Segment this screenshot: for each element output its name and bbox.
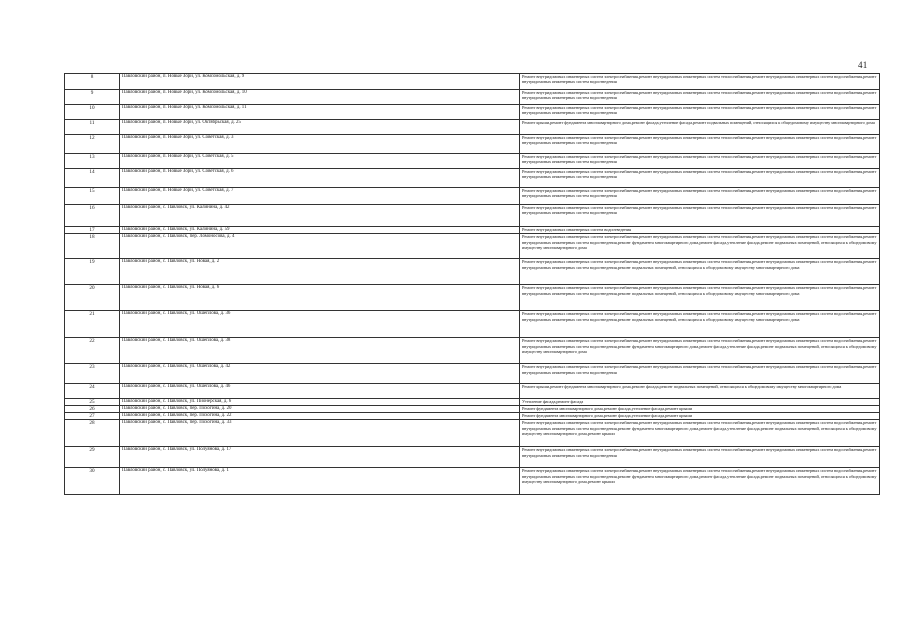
row-address: Павловский район, с. Павловск, ул. Калинина, д. 42 — [120, 205, 520, 227]
table-row — [65, 154, 880, 169]
row-address: Павловский район, с. Павловск, ул. Ошеплова, д. 46 — [120, 384, 520, 399]
page-number: 41 — [858, 60, 868, 70]
row-number: 17 — [65, 227, 120, 234]
row-address: Павловский район, с. Павловск, ул. Ошеплова, д. 42 — [120, 364, 520, 384]
row-number: 27 — [65, 413, 120, 420]
row-works: Ремонт крыши,ремонт фундамента многоквартирного дома,ремонт фасада,ремонт подвальных помещений, относящихся к общедомовому имуществу многоквартирного дома — [520, 384, 880, 399]
row-works: Ремонт внутридомовых инженерных систем электроснабжения,ремонт внутридомовых инженерных систем теплоснабжения,ремонт внутридомовых инженерных систем водоснабжения,ремонт внутридомовых инженерных систем водоотведения — [520, 169, 880, 188]
row-works: Ремонт внутридомовых инженерных систем электроснабжения,ремонт внутридомовых инженерных систем теплоснабжения,ремонт внутридомовых инженерных систем водоснабжения,ремонт внутридомовых инженерных систем водоотведения — [520, 447, 880, 468]
table-row — [65, 285, 880, 311]
row-address: Павловский район, с. Павловск, ул. Полуянова, д. 1 — [120, 468, 520, 495]
repair-works-table — [64, 73, 880, 495]
row-address: Павловский район, п. Новые Зори, ул. Советская, д. 6 — [120, 169, 520, 188]
row-works: Ремонт внутридомовых инженерных систем электроснабжения,ремонт внутридомовых инженерных систем теплоснабжения,ремонт внутридомовых инженерных систем водоснабжения,ремонт внутридомовых инженерных систем водоотведения — [520, 364, 880, 384]
row-works: Ремонт внутридомовых инженерных систем электроснабжения,ремонт внутридомовых инженерных систем теплоснабжения,ремонт внутридомовых инженерных систем водоснабжения,ремонт внутридомовых инженерных систем водоотведения — [520, 74, 880, 90]
row-number: 20 — [65, 285, 120, 311]
row-address: Павловский район, с. Павловск, пер. Похогина, д. 33 — [120, 420, 520, 447]
table-row — [65, 234, 880, 259]
row-address: Павловский район, с. Павловск, ул. Новая, д. 2 — [120, 259, 520, 285]
row-number: 28 — [65, 420, 120, 447]
row-works: Ремонт внутридомовых инженерных систем электроснабжения,ремонт внутридомовых инженерных систем теплоснабжения,ремонт внутридомовых инженерных систем водоснабжения,ремонт внутридомовых инженерных систем водоотведения,ремонт подвальных помещений, относящихся к общедомовому имуществу многоквартирного дома — [520, 259, 880, 285]
row-address: Павловский район, с. Павловск, ул. Калинина, д. 59 — [120, 227, 520, 234]
table-row — [65, 90, 880, 105]
row-address: Павловский район, п. Новые Зори, ул. Советская, д. 7 — [120, 188, 520, 205]
table-row — [65, 205, 880, 227]
table-row — [65, 135, 880, 154]
table-row — [65, 188, 880, 205]
row-number: 26 — [65, 406, 120, 413]
table-row — [65, 120, 880, 135]
table-row — [65, 420, 880, 447]
table-row — [65, 105, 880, 120]
table-row — [65, 468, 880, 495]
row-address: Павловский район, с. Павловск, пер. Ломоносова, д. 4 — [120, 234, 520, 259]
row-works: Ремонт внутридомовых инженерных систем электроснабжения,ремонт внутридомовых инженерных систем теплоснабжения,ремонт внутридомовых инженерных систем водоснабжения,ремонт внутридомовых инженерных систем водоотведения,ремонт фундамента многоквартирного дома,ремонт фасада,утепление фасада,ремонт подвальных помещений, относящихся к общедомовому имуществу многоквартирного дома,ремонт крыши — [520, 420, 880, 447]
row-address: Павловский район, с. Павловск, ул. Ошеплова, д. 38 — [120, 338, 520, 364]
row-address: Павловский район, п. Новые Зори, ул. Советская, д. 3 — [120, 135, 520, 154]
row-number: 13 — [65, 154, 120, 169]
table-row — [65, 311, 880, 338]
row-address: Павловский район, с. Павловск, пер. Похогина, д. 20 — [120, 406, 520, 413]
row-works: Ремонт внутридомовых инженерных систем электроснабжения,ремонт внутридомовых инженерных систем теплоснабжения,ремонт внутридомовых инженерных систем водоснабжения,ремонт внутридомовых инженерных систем водоотведения — [520, 188, 880, 205]
row-number: 8 — [65, 74, 120, 90]
table-row — [65, 338, 880, 364]
table-body — [65, 74, 880, 495]
table-row — [65, 384, 880, 399]
row-works: Ремонт внутридомовых инженерных систем электроснабжения,ремонт внутридомовых инженерных систем теплоснабжения,ремонт внутридомовых инженерных систем водоснабжения,ремонт внутридомовых инженерных систем водоотведения — [520, 135, 880, 154]
row-number: 25 — [65, 399, 120, 406]
row-address: Павловский район, с. Павловск, ул. Новая, д. 6 — [120, 285, 520, 311]
row-number: 24 — [65, 384, 120, 399]
row-works: Ремонт фундамента многоквартирного дома,ремонт фасада,утепление фасада,ремонт крыши — [520, 406, 880, 413]
row-address: Павловский район, п. Новые Зори, ул. Комсомольская, д. 10 — [120, 90, 520, 105]
row-address: Павловский район, п. Новые Зори, ул. Советская, д. 5 — [120, 154, 520, 169]
row-works: Ремонт внутридомовых инженерных систем электроснабжения,ремонт внутридомовых инженерных систем теплоснабжения,ремонт внутридомовых инженерных систем водоснабжения,ремонт внутридомовых инженерных систем водоотведения — [520, 205, 880, 227]
row-works: Ремонт внутридомовых инженерных систем электроснабжения,ремонт внутридомовых инженерных систем теплоснабжения,ремонт внутридомовых инженерных систем водоснабжения,ремонт внутридомовых инженерных систем водоотведения,ремонт подвальных помещений, относящихся к общедомовому имуществу многоквартирного дома — [520, 311, 880, 338]
table-row — [65, 413, 880, 420]
row-address: Павловский район, с. Павловск, ул. Пионерская, д. 6 — [120, 399, 520, 406]
row-works: Ремонт внутридомовых инженерных систем электроснабжения,ремонт внутридомовых инженерных систем теплоснабжения,ремонт внутридомовых инженерных систем водоснабжения,ремонт внутридомовых инженерных систем водоотведения,ремонт фундамента многоквартирного дома,ремонт фасада,утепление фасада,ремонт подвальных помещений, относящихся к общедомовому имуществу многоквартирного дома — [520, 338, 880, 364]
row-number: 10 — [65, 105, 120, 120]
row-works: Ремонт крыши,ремонт фундамента многоквартирного дома,ремонт фасада,утепление фасада,ремонт подвальных помещений, относящихся к общедомовому имуществу многоквартирного дома — [520, 120, 880, 135]
row-address: Павловский район, п. Новые Зори, ул. Октябрьская, д. 25 — [120, 120, 520, 135]
row-number: 11 — [65, 120, 120, 135]
row-number: 16 — [65, 205, 120, 227]
row-number: 19 — [65, 259, 120, 285]
row-number: 12 — [65, 135, 120, 154]
row-number: 23 — [65, 364, 120, 384]
row-number: 15 — [65, 188, 120, 205]
row-works: Ремонт фундамента многоквартирного дома,ремонт фасада,утепление фасада,ремонт крыши — [520, 413, 880, 420]
row-address: Павловский район, с. Павловск, ул. Ошеплова, д. 36 — [120, 311, 520, 338]
row-number: 29 — [65, 447, 120, 468]
table-row — [65, 259, 880, 285]
row-works: Ремонт внутридомовых инженерных систем электроснабжения,ремонт внутридомовых инженерных систем теплоснабжения,ремонт внутридомовых инженерных систем водоснабжения,ремонт внутридомовых инженерных систем водоотведения,ремонт подвальных помещений, относящихся к общедомовому имуществу многоквартирного дома — [520, 285, 880, 311]
row-address: Павловский район, с. Павловск, ул. Полуянова, д. 17 — [120, 447, 520, 468]
row-number: 22 — [65, 338, 120, 364]
table-row — [65, 169, 880, 188]
row-number: 21 — [65, 311, 120, 338]
row-number: 30 — [65, 468, 120, 495]
row-works: Ремонт внутридомовых инженерных систем электроснабжения,ремонт внутридомовых инженерных систем теплоснабжения,ремонт внутридомовых инженерных систем водоснабжения,ремонт внутридомовых инженерных систем водоотведения,ремонт фундамента многоквартирного дома,ремонт фасада,утепление фасада,ремонт подвальных помещений, относящихся к общедомовому имуществу многоквартирного дома,ремонт крыши — [520, 468, 880, 495]
row-address: Павловский район, п. Новые Зори, ул. Комсомольская, д. 11 — [120, 105, 520, 120]
table-row — [65, 406, 880, 413]
row-number: 14 — [65, 169, 120, 188]
row-number: 9 — [65, 90, 120, 105]
table-row — [65, 227, 880, 234]
row-works: Ремонт внутридомовых инженерных систем электроснабжения,ремонт внутридомовых инженерных систем теплоснабжения,ремонт внутридомовых инженерных систем водоснабжения,ремонт внутридомовых инженерных систем водоотведения — [520, 105, 880, 120]
row-address: Павловский район, с. Павловск, пер. Похогина, д. 22 — [120, 413, 520, 420]
row-works: Ремонт внутридомовых инженерных систем электроснабжения,ремонт внутридомовых инженерных систем теплоснабжения,ремонт внутридомовых инженерных систем водоснабжения,ремонт внутридомовых инженерных систем водоотведения — [520, 154, 880, 169]
row-works: Утепление фасада,ремонт фасада — [520, 399, 880, 406]
table-row — [65, 399, 880, 406]
table-row — [65, 364, 880, 384]
row-works: Ремонт внутридомовых инженерных систем электроснабжения,ремонт внутридомовых инженерных систем теплоснабжения,ремонт внутридомовых инженерных систем водоснабжения,ремонт внутридомовых инженерных систем водоотведения,ремонт фундамента многоквартирного дома,ремонт фасада,утепление фасада,ремонт подвальных помещений, относящихся к общедомовому имуществу многоквартирного дома — [520, 234, 880, 259]
row-address: Павловский район, п. Новые Зори, ул. Комсомольская, д. 9 — [120, 74, 520, 90]
row-works: Ремонт внутридомовых инженерных систем водоотведения — [520, 227, 880, 234]
row-number: 18 — [65, 234, 120, 259]
table-row — [65, 74, 880, 90]
row-works: Ремонт внутридомовых инженерных систем электроснабжения,ремонт внутридомовых инженерных систем теплоснабжения,ремонт внутридомовых инженерных систем водоснабжения,ремонт внутридомовых инженерных систем водоотведения — [520, 90, 880, 105]
table-row — [65, 447, 880, 468]
